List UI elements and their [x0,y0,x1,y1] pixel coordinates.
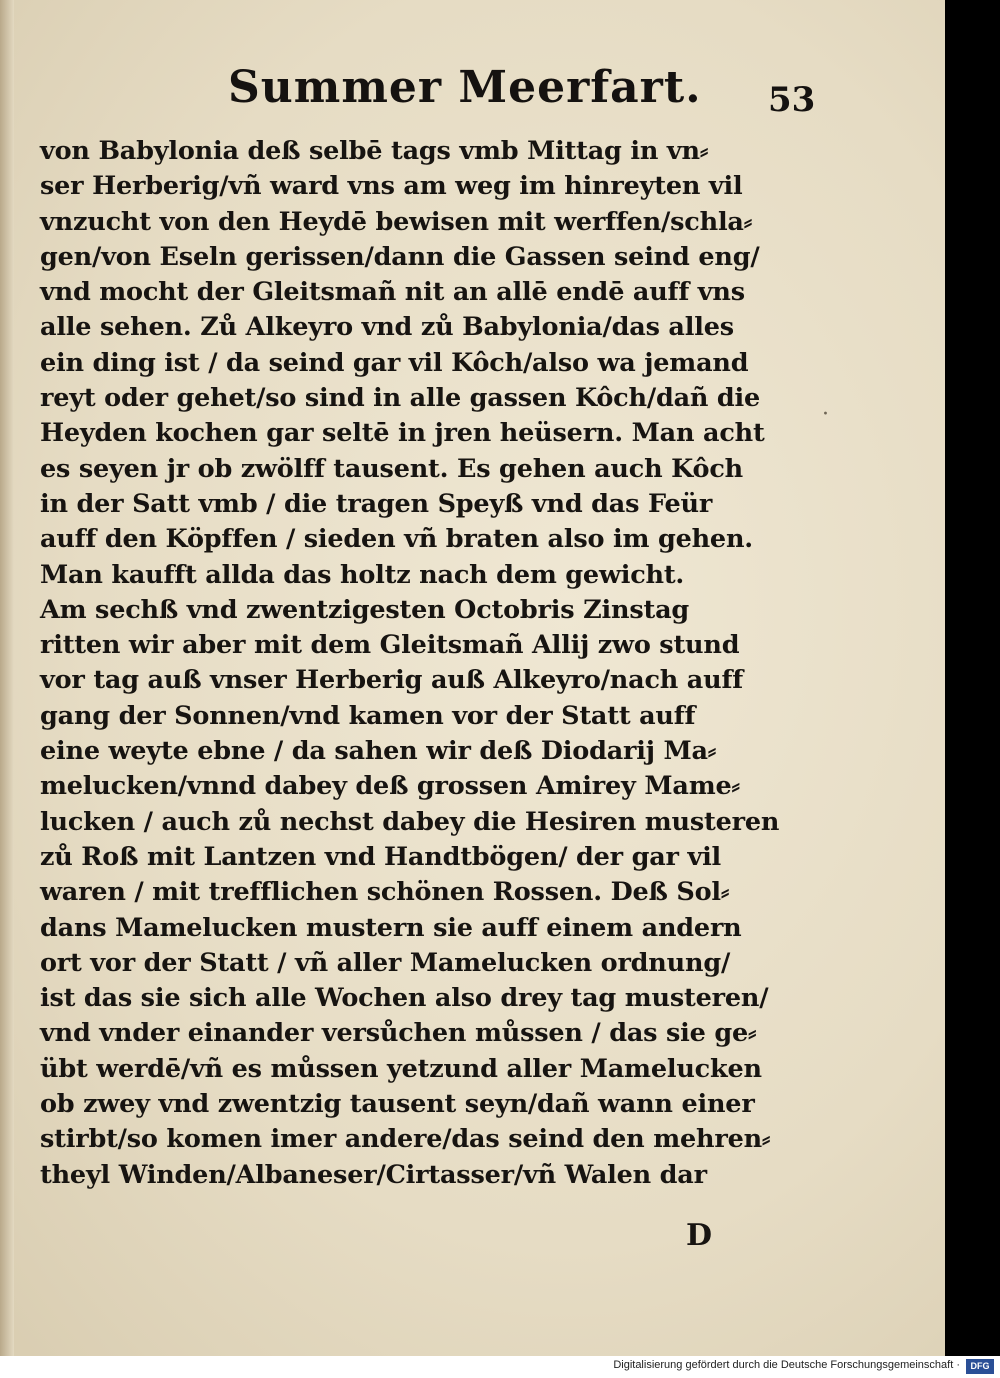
text-line: alle sehen. Zů Alkeyro vnd zů Babylonia/das alles [40,312,734,343]
text-line: Man kaufft allda das holtz nach dem gewicht. [40,559,685,590]
footer-bar [0,1356,1000,1378]
running-head: Summer Meerfart. [228,62,702,113]
text-line: in der Satt vmb / die tragen Speyß vnd das Feür [40,488,713,519]
text-line: reyt oder gehet/so sind in alle gassen Kôch/dañ die [40,383,761,414]
page-gutter-edge [0,0,14,1356]
text-line: gang der Sonnen/vnd kamen vor der Statt auff [40,700,696,731]
text-line: ob zwey vnd zwentzig tausent seyn/dañ wann einer [40,1089,755,1120]
text-line: ser Herberig/vñ ward vns am weg im hinreyten vil [40,171,743,202]
dfg-logo: DFG [966,1359,994,1374]
text-line: melucken/vnnd dabey deß grossen Amirey Mame⸗ [40,771,740,802]
text-line: vor tag auß vnser Herberig auß Alkeyro/nach auff [40,665,744,696]
text-line: vnd mocht der Gleitsmañ nit an allē endē auff vns [40,277,745,308]
text-line: zů Roß mit Lantzen vnd Handtbögen/ der gar vil [40,841,722,872]
text-line: ort vor der Statt / vñ aller Mamelucken ordnung/ [40,947,731,978]
text-line: ist das sie sich alle Wochen also drey tag musteren/ [40,983,769,1014]
text-line: ritten wir aber mit dem Gleitsmañ Allij zwo stund [40,630,740,661]
text-line: übt werdē/vñ es můssen yetzund aller Mamelucken [40,1053,762,1084]
text-line: lucken / auch zů nechst dabey die Hesiren musteren [40,806,780,837]
funding-notice: Digitalisierung gefördert durch die Deutsche Forschungsgemeinschaft · [613,1359,960,1371]
text-line: Heyden kochen gar seltē in jren heüsern. Man acht [40,418,765,449]
text-line: waren / mit trefflichen schönen Rossen. Deß Sol⸗ [40,877,730,908]
text-line: ein ding ist / da seind gar vil Kôch/also wa jemand [40,347,749,378]
text-line: stirbt/so komen imer andere/das seind den mehren⸗ [40,1124,771,1155]
page-number: 53 [768,80,816,120]
text-line: dans Mamelucken mustern sie auff einem andern [40,912,742,943]
text-line: theyl Winden/Albaneser/Cirtasser/vñ Walen dar [40,1159,707,1190]
text-line: es seyen jr ob zwölff tausent. Es gehen auch Kôch [40,453,743,484]
text-line: auff den Köpffen / sieden vñ braten also im gehen. [40,524,753,555]
margin-mark: · [822,402,829,427]
text-line: eine weyte ebne / da sahen wir deß Diodarij Ma⸗ [40,736,717,767]
signature-mark: D [686,1218,713,1253]
text-line: von Babylonia deß selbē tags vmb Mittag in vn⸗ [40,136,709,166]
text-line: gen/von Eseln gerissen/dann die Gassen seind eng/ [40,241,760,272]
text-line: vnd vnder einander versůchen můssen / das sie ge⸗ [40,1018,757,1049]
text-line: Am sechß vnd zwentzigesten Octobris Zinstag [40,594,690,625]
body-text [40,134,810,1193]
text-line: vnzucht von den Heydē bewisen mit werffen/schla⸗ [40,206,753,237]
